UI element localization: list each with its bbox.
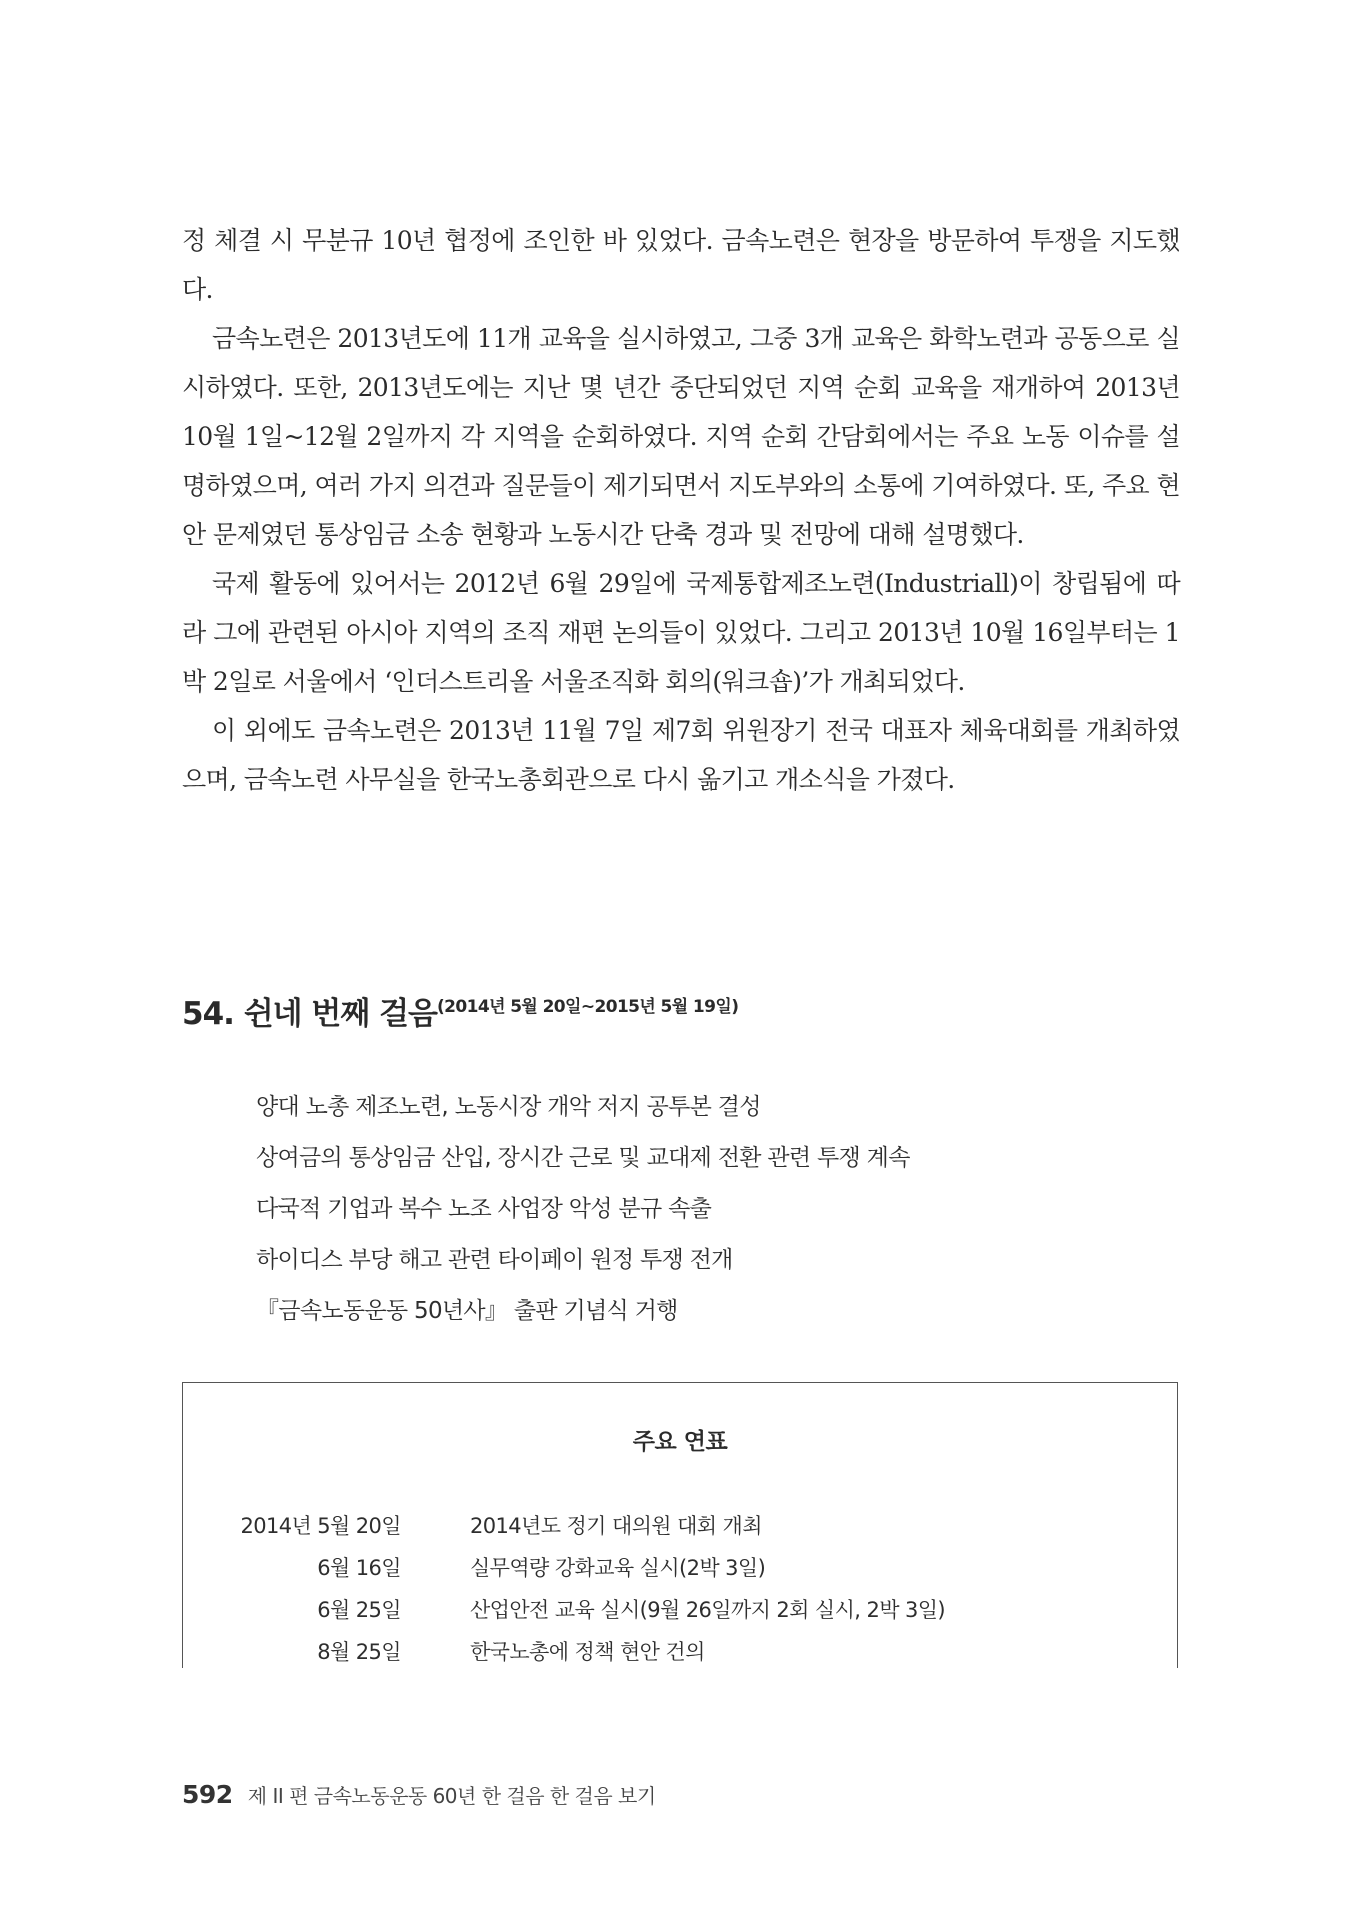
timeline-date: 6월 16일 [317, 1556, 401, 1580]
page-footer [182, 1780, 656, 1809]
section-title: 54. 쉰네 번째 걸음 [182, 996, 437, 1032]
timeline-box [182, 1382, 1178, 1668]
timeline-event: 실무역량 강화교육 실시(2박 3일) [470, 1556, 766, 1580]
section-heading [182, 988, 738, 1033]
summary-item: 양대 노총 제조노련, 노동시장 개악 저지 공투본 결성 [256, 1094, 761, 1120]
paragraph-continued: 정 체결 시 무분규 10년 협정에 조인한 바 있었다. 금속노련은 현장을 방문하여 투쟁을 지도했다. [182, 226, 1180, 304]
paragraph-education: 금속노련은 2013년도에 11개 교육을 실시하였고, 그중 3개 교육은 화학노련과 공동으로 실시하였다. 또한, 2013년도에는 지난 몇 년간 중단되었던 지역 순회 교육을 재개하여 2013년 10월 1일~12월 2일까지 각 지역을 순회하였다. 지역 순회 간담회에서는 주요 노동 이슈를 설명하였으며, 여러 가지 의견과 질문들이 제기되면서 지도부와의 소통에 기여하였다. 또, 주요 현안 문제였던 통상임금 소송 현황과 노동시간 단축 경과 및 전망에 대해 설명했다. [182, 324, 1180, 549]
timeline-date: 6월 25일 [317, 1598, 401, 1622]
timeline-date: 2014년 5월 20일 [240, 1514, 401, 1538]
summary-item: 하이디스 부당 해고 관련 타이페이 원정 투쟁 전개 [256, 1247, 733, 1273]
summary-item: 다국적 기업과 복수 노조 사업장 악성 분규 속출 [256, 1196, 712, 1222]
paragraph-international: 국제 활동에 있어서는 2012년 6월 29일에 국제통합제조노련(Industriall)이 창립됨에 따라 그에 관련된 아시아 지역의 조직 재편 논의들이 있었다. 그리고 2013년 10월 16일부터는 1박 2일로 서울에서 ‘인더스트리올 서울조직화 회의(워크숍)’가 개최되었다. [182, 569, 1180, 696]
section-period: (2014년 5월 20일~2015년 5월 19일) [436, 997, 739, 1017]
timeline-event: 2014년도 정기 대의원 대회 개최 [470, 1514, 762, 1538]
page-number: 592 [182, 1780, 233, 1809]
timeline-row [183, 1547, 1177, 1589]
timeline-row [183, 1505, 1177, 1547]
running-title: 제 II 편 금속노동운동 60년 한 걸음 한 걸음 보기 [247, 1784, 656, 1808]
summary-item: 『금속노동운동 50년사』 출판 기념식 거행 [256, 1298, 678, 1324]
timeline-title: 주요 연표 [632, 1429, 728, 1455]
timeline-rows [183, 1505, 1177, 1673]
paragraph-other: 이 외에도 금속노련은 2013년 11월 7일 제7회 위원장기 전국 대표자 체육대회를 개최하였으며, 금속노련 사무실을 한국노총회관으로 다시 옮기고 개소식을 가졌다. [182, 716, 1180, 794]
timeline-date: 8월 25일 [317, 1640, 401, 1664]
summary-item: 상여금의 통상임금 산입, 장시간 근로 및 교대제 전환 관련 투쟁 계속 [256, 1145, 910, 1171]
timeline-event: 산업안전 교육 실시(9월 26일까지 2회 실시, 2박 3일) [470, 1598, 946, 1622]
timeline-row [183, 1631, 1177, 1673]
timeline-event: 한국노총에 정책 현안 건의 [470, 1640, 705, 1664]
timeline-row [183, 1589, 1177, 1631]
body-text [182, 216, 1180, 804]
summary-list [256, 1082, 910, 1337]
